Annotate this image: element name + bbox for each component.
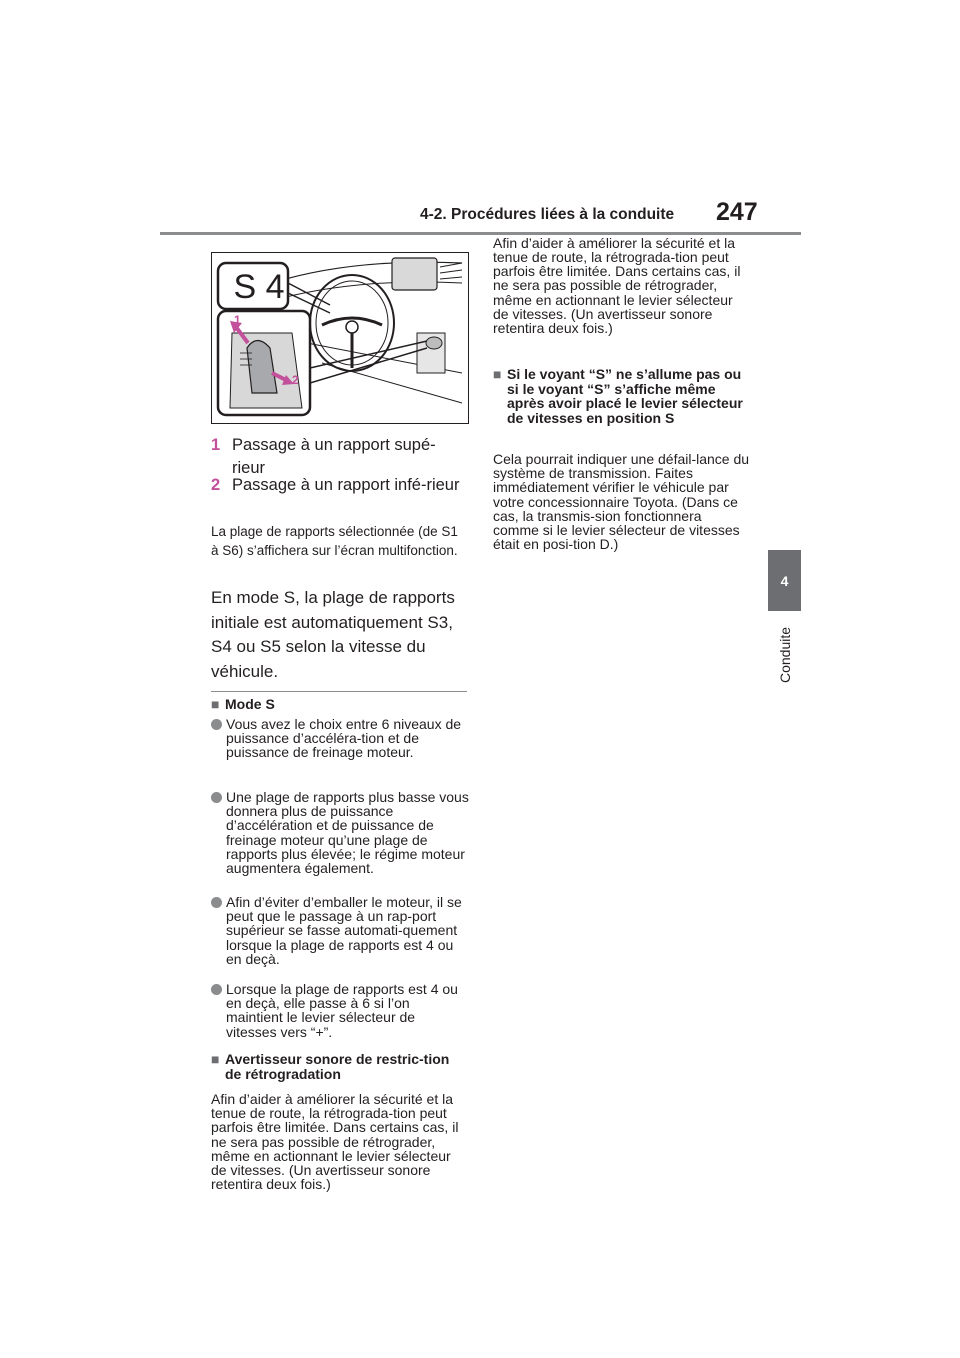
page-number: 247 <box>716 198 758 226</box>
section-paragraph: Afin d’aider à améliorer la sécurité et la tenue de route, la rétrograda-tion peut parfois être limitée. Dans certains cas, il ne sera pas possible de rétrograder, même en actionnant le levier sélecteur de vitesses. (Un avertisseur sonore retentira deux fois.) <box>211 1091 459 1193</box>
chapter-label: Conduite <box>777 626 793 684</box>
step-number: 1 <box>211 436 221 454</box>
bullet-dot <box>211 984 222 995</box>
step-item <box>211 474 467 522</box>
section-marker: ■ <box>211 696 220 712</box>
bullet-dot <box>211 897 222 908</box>
gear-display-label: S 4 <box>233 268 285 306</box>
bullet-text: Vous avez le choix entre 6 niveaux de puissance d’accéléra-tion et de puissance de freinage moteur. <box>226 716 462 761</box>
step-text: Passage à un rapport infé-rieur <box>232 476 460 494</box>
section-title: Mode S <box>225 696 275 712</box>
note-text: La plage de rapports sélectionnée (de S1 à S6) s’affichera sur l’écran multifonction. <box>211 524 458 558</box>
step-number: 2 <box>211 476 221 494</box>
section-paragraph-continued <box>493 234 751 364</box>
chapter-tab: 4 <box>768 550 801 611</box>
bullet-dot <box>211 792 222 803</box>
bullet-dot <box>211 719 222 730</box>
main-paragraph: En mode S, la plage de rapports initiale est automatiquement S3, S4 ou S5 selon la vitesse du véhicule. <box>211 588 455 681</box>
header-section-title: 4-2. Procédures liées à la conduite <box>420 206 675 223</box>
callout-2: 2 <box>292 373 299 387</box>
section-divider <box>211 691 467 692</box>
bullet-text: Lorsque la plage de rapports est 4 ou en deçà, elle passe à 6 si l’on maintient le levier sélecteur de vitesses vers “+”. <box>226 981 458 1040</box>
shift-lever-illustration <box>211 252 469 424</box>
section-marker: ■ <box>493 366 502 382</box>
section-paragraph: Cela pourrait indiquer une défail-lance du système de transmission. Faites immédiatement vérifier le véhicule par votre concessionnaire Toyota. (Dans ce cas, la transmis-sion fonctionnera comme si le levier sélecteur de vitesses était en posi-tion D.) <box>493 451 750 553</box>
section-title: Avertisseur sonore de restric-tion de rétrogradation <box>225 1051 450 1082</box>
section-title: Si le voyant “S” ne s’allume pas ou si le voyant “S” s’affiche même après avoir placé le levier sélecteur de vitesses en position S <box>507 366 743 426</box>
bullet-text: Afin d’éviter d’emballer le moteur, il se peut que le passage à un rap-port supérieur se fasse automati-quement lorsque la plage de rapports est 4 ou en deçà. <box>226 894 462 967</box>
section-marker: ■ <box>211 1051 220 1067</box>
callout-1: 1 <box>234 313 241 327</box>
section-paragraph-continued-text: Afin d’aider à améliorer la sécurité et la tenue de route, la rétrograda-tion peut parfois être limitée. Dans certains cas, il ne sera pas possible de rétrograder, même en actionnant le levier sélecteur de vitesses. (Un avertisseur sonore retentira deux fois.) <box>493 234 741 337</box>
bullet-text: Une plage de rapports plus basse vous donnera plus de puissance d’accélération et de puissance de freinage moteur qu’une plage de rapports plus élevée; le régime moteur augmentera également. <box>226 789 469 877</box>
step-text: Passage à un rapport supé-rieur <box>232 436 436 477</box>
